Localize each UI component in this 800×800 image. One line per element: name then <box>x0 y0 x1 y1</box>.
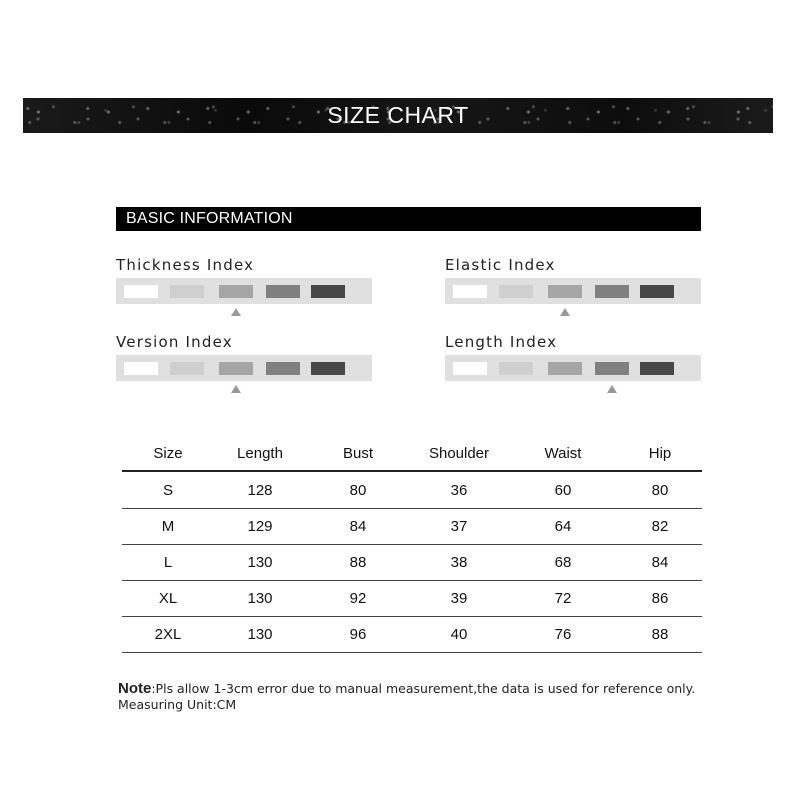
table-row <box>122 545 702 581</box>
measurement-note <box>118 681 758 713</box>
scale-swatch-5 <box>640 285 674 298</box>
triangle-marker-icon <box>231 308 241 316</box>
note-label: Note <box>118 680 152 697</box>
cell-hip: 86 <box>618 581 702 617</box>
header-size: Size <box>122 436 214 471</box>
scale-swatch-2 <box>170 362 204 375</box>
cell-size: L <box>122 545 214 581</box>
scale-swatch-5 <box>311 362 345 375</box>
cell-hip: 88 <box>618 617 702 653</box>
header-waist: Waist <box>508 436 618 471</box>
scale-swatch-2 <box>499 285 533 298</box>
table-row <box>122 617 702 653</box>
header-bust: Bust <box>306 436 410 471</box>
scale-swatch-5 <box>311 285 345 298</box>
elastic-index <box>445 255 701 304</box>
scale-swatch-1 <box>453 285 487 298</box>
cell-bust: 80 <box>306 471 410 509</box>
cell-shoulder: 38 <box>410 545 508 581</box>
cell-size: S <box>122 471 214 509</box>
scale-swatch-4 <box>266 362 300 375</box>
thickness-index <box>116 255 372 304</box>
scale-swatch-2 <box>499 362 533 375</box>
index-scale <box>445 278 701 304</box>
cell-bust: 92 <box>306 581 410 617</box>
banner-title: SIZE CHART <box>327 102 469 128</box>
cell-shoulder: 39 <box>410 581 508 617</box>
index-label: Version Index <box>116 333 233 351</box>
table-row <box>122 471 702 509</box>
basic-information-header: BASIC INFORMATION <box>116 207 701 231</box>
size-chart-banner <box>23 98 773 133</box>
index-scale <box>116 355 372 381</box>
cell-length: 130 <box>214 581 306 617</box>
triangle-marker-icon <box>607 385 617 393</box>
table-row <box>122 509 702 545</box>
header-hip: Hip <box>618 436 702 471</box>
triangle-marker-icon <box>560 308 570 316</box>
cell-length: 128 <box>214 471 306 509</box>
cell-bust: 88 <box>306 545 410 581</box>
index-scale <box>445 355 701 381</box>
cell-shoulder: 36 <box>410 471 508 509</box>
scale-swatch-3 <box>548 362 582 375</box>
scale-swatch-4 <box>595 285 629 298</box>
note-text: :Pls allow 1-3cm error due to manual measurement,the data is used for reference only. <box>151 681 696 696</box>
cell-waist: 68 <box>508 545 618 581</box>
cell-waist: 76 <box>508 617 618 653</box>
cell-shoulder: 40 <box>410 617 508 653</box>
measuring-unit: Measuring Unit:CM <box>118 697 237 712</box>
version-index <box>116 332 372 381</box>
index-scale <box>116 278 372 304</box>
cell-shoulder: 37 <box>410 509 508 545</box>
index-label: Thickness Index <box>116 256 255 274</box>
size-table <box>122 436 702 653</box>
cell-hip: 80 <box>618 471 702 509</box>
header-shoulder: Shoulder <box>410 436 508 471</box>
cell-size: M <box>122 509 214 545</box>
cell-waist: 64 <box>508 509 618 545</box>
scale-swatch-4 <box>595 362 629 375</box>
cell-length: 130 <box>214 545 306 581</box>
cell-length: 130 <box>214 617 306 653</box>
cell-length: 129 <box>214 509 306 545</box>
scale-swatch-4 <box>266 285 300 298</box>
scale-swatch-1 <box>453 362 487 375</box>
table-header-row <box>122 436 702 471</box>
header-length: Length <box>214 436 306 471</box>
cell-bust: 96 <box>306 617 410 653</box>
scale-swatch-2 <box>170 285 204 298</box>
table-row <box>122 581 702 617</box>
cell-waist: 72 <box>508 581 618 617</box>
scale-swatch-1 <box>124 362 158 375</box>
scale-swatch-5 <box>640 362 674 375</box>
scale-swatch-3 <box>219 362 253 375</box>
scale-swatch-1 <box>124 285 158 298</box>
cell-hip: 84 <box>618 545 702 581</box>
cell-size: XL <box>122 581 214 617</box>
triangle-marker-icon <box>231 385 241 393</box>
index-label: Elastic Index <box>445 256 556 274</box>
length-index <box>445 332 701 381</box>
scale-swatch-3 <box>219 285 253 298</box>
cell-bust: 84 <box>306 509 410 545</box>
scale-swatch-3 <box>548 285 582 298</box>
cell-hip: 82 <box>618 509 702 545</box>
index-label: Length Index <box>445 333 558 351</box>
cell-waist: 60 <box>508 471 618 509</box>
cell-size: 2XL <box>122 617 214 653</box>
